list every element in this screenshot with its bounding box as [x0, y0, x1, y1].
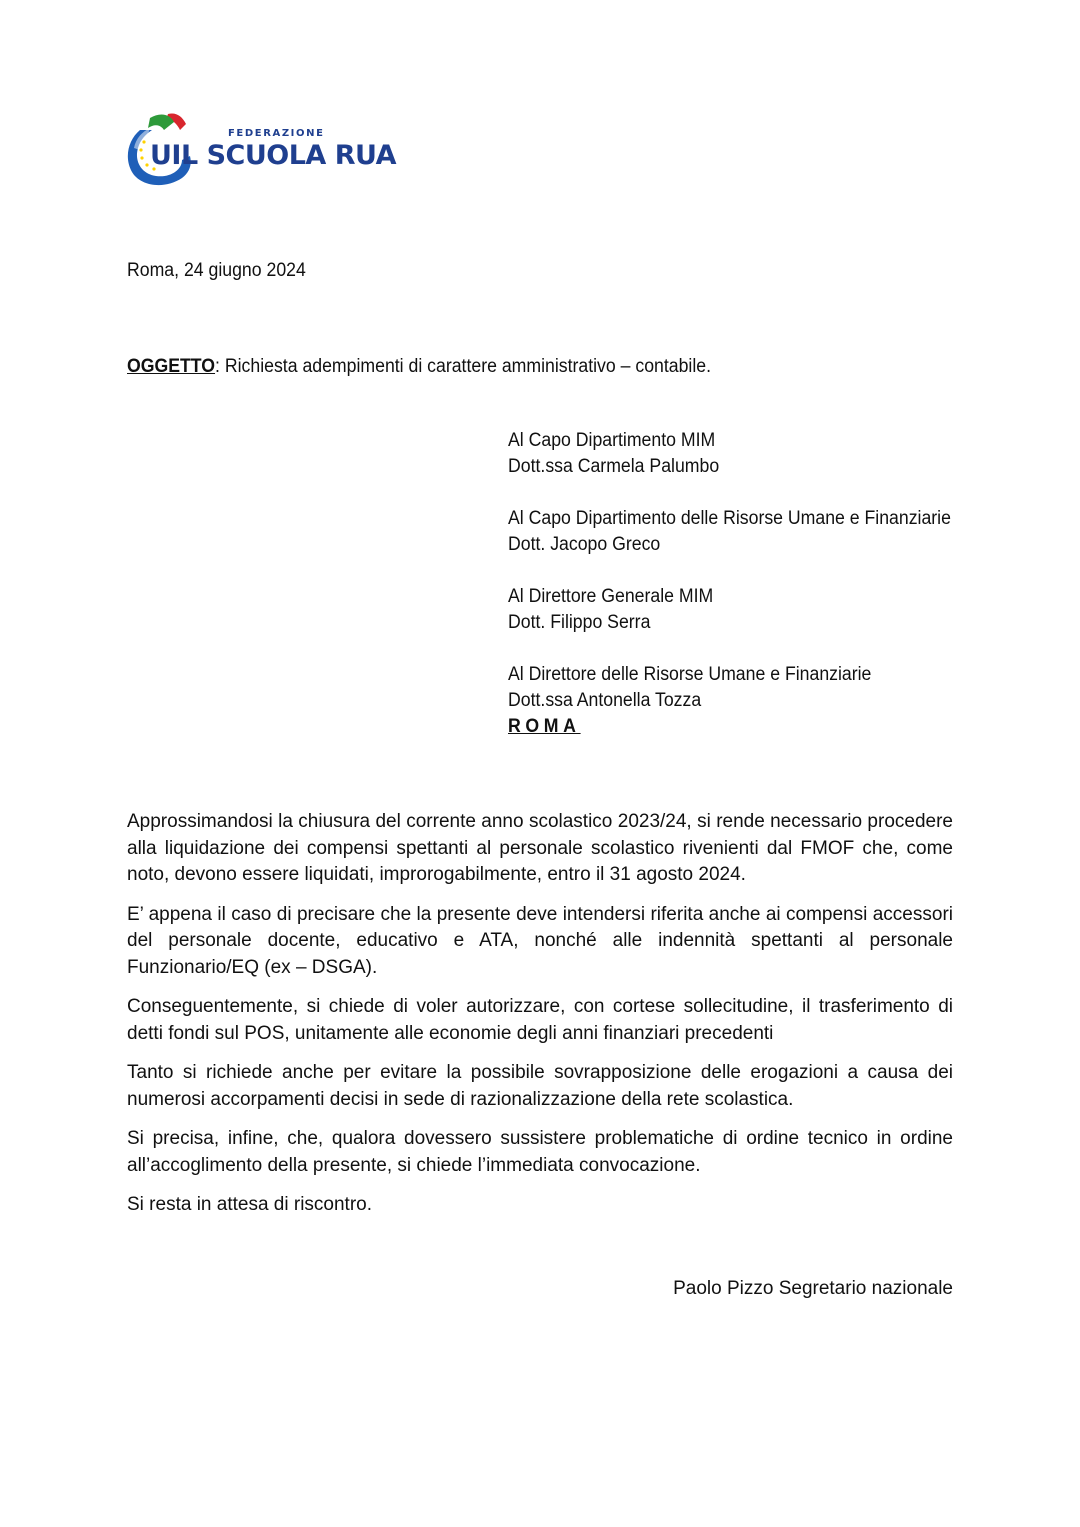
recipient-4 — [508, 662, 951, 740]
body-paragraph-2: E’ appena il caso di precisare che la presente deve intendersi riferita anche ai compensi accessori del personale docente, educativo e ATA, nonché alle indennità spettanti al personale Funzionario/EQ (ex – DSGA). — [127, 903, 953, 978]
body-paragraph-1: Approssimandosi la chiusura del corrente anno scolastico 2023/24, si rende necessario procedere alla liquidazione dei compensi spettanti al personale scolastico rivenienti dal FMOF che, come noto, devono essere liquidati, improrogabilmente, entro il 31 agosto 2024. — [127, 811, 953, 885]
subject-line — [127, 354, 711, 380]
signature: Paolo Pizzo Segretario nazionale — [673, 1278, 953, 1299]
logo-name-text: UIL SCUOLA RUA — [150, 140, 396, 171]
body-paragraph-3: Conseguentemente, si chiede di voler autorizzare, con cortese sollecitudine, il trasferimento di detti fondi sul POS, unitamente alle economie degli anni finanziari precedenti — [127, 996, 953, 1044]
recipient-3-role: Al Direttore Generale MIM — [508, 586, 714, 607]
recipient-city: ROMA — [508, 716, 581, 737]
recipient-4-name: Dott.ssa Antonella Tozza — [508, 690, 702, 711]
letter-body — [127, 809, 953, 1232]
logo-federazione-text: FEDERAZIONE — [228, 128, 325, 139]
recipient-3 — [508, 584, 951, 636]
recipient-3-name: Dott. Filippo Serra — [508, 612, 651, 633]
body-paragraph-4: Tanto si richiede anche per evitare la possibile sovrapposizione delle erogazioni a causa dei numerosi accorpamenti decisi in sede di razionalizzazione della rete scolastica. — [127, 1062, 953, 1110]
recipient-1-role: Al Capo Dipartimento MIM — [508, 430, 716, 451]
subject-text: : Richiesta adempimenti di carattere amministrativo – contabile. — [215, 356, 712, 377]
recipient-2-role: Al Capo Dipartimento delle Risorse Umane e Finanziarie — [508, 508, 951, 529]
subject-label: OGGETTO — [127, 356, 216, 377]
body-paragraph-6: Si resta in attesa di riscontro. — [127, 1194, 372, 1215]
uil-scuola-rua-logo — [120, 108, 396, 192]
body-paragraph-5: Si precisa, infine, che, qualora dovessero sussistere problematiche di ordine tecnico in ordine all’accoglimento della presente, si chiede l’immediata convocazione. — [127, 1128, 953, 1176]
recipient-2-name: Dott. Jacopo Greco — [508, 534, 661, 555]
recipient-4-role: Al Direttore delle Risorse Umane e Finanziarie — [508, 664, 872, 685]
recipient-2 — [508, 506, 951, 558]
recipient-1-name: Dott.ssa Carmela Palumbo — [508, 456, 720, 477]
place-date: Roma, 24 giugno 2024 — [127, 260, 306, 281]
recipient-1 — [508, 428, 951, 480]
recipients-block — [508, 428, 951, 740]
